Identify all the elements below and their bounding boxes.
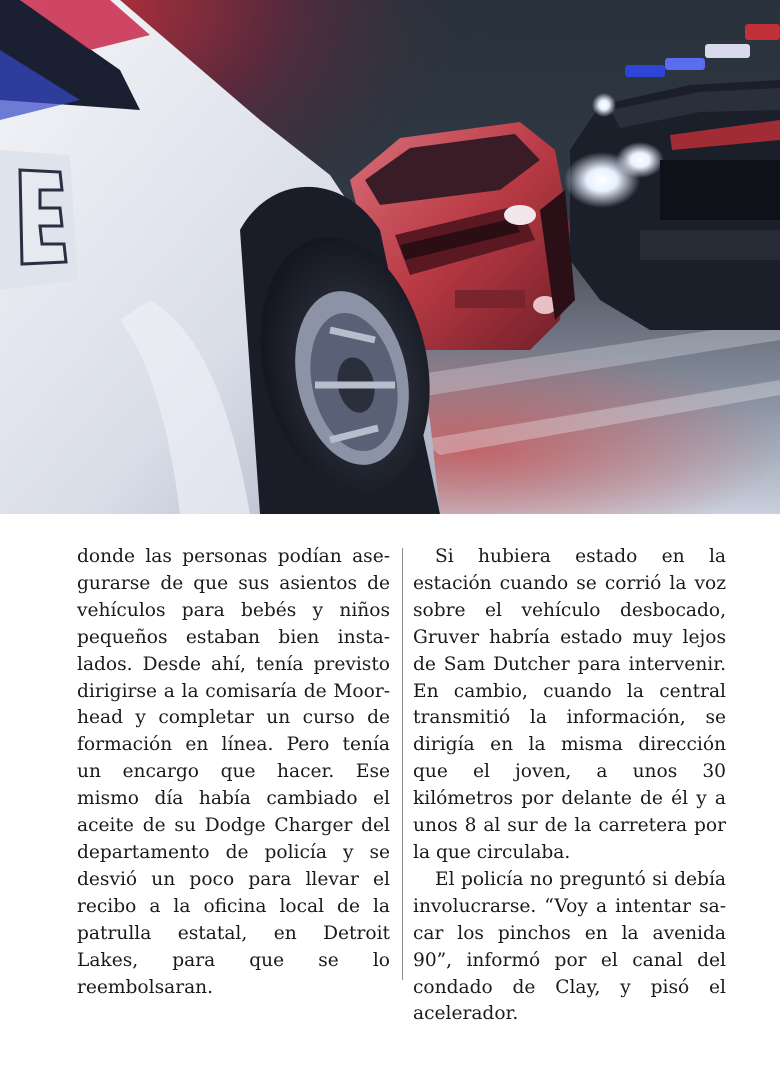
column-divider	[402, 548, 403, 980]
right-paragraph-1: Si hubiera estado en la estación cuando se corrió la voz sobre el vehículo desbocado, Gruver habría estado muy lejos de Sam Dutcher para intervenir. En cambio, cuando la central transmitió la información, se dirigía en la misma dirección que el joven, a unos 30 kilómetros por delante de él y a unos 8 al sur de la carretera por la que circulaba.	[413, 546, 726, 863]
left-paragraph-1: donde las personas podían asegurarse de que sus asientos de vehículos para bebés y niños pequeños estaban bien instalados. Desde ahí, tenía previsto dirigirse a la comisaría de Moorhead y completar un curso de formación en línea. Pero tenía un encargo que hacer. Ese mismo día había cambiado el aceite de su Dodge Charger del departamento de policía y se desvió un poco para llevar el recibo a la oficina local de la patrulla estatal, en Detroit Lakes, para que se lo reembolsaran.	[77, 546, 390, 998]
left-column	[77, 544, 390, 1001]
article-body	[77, 544, 727, 1025]
right-paragraph-2: El policía no preguntó si debía involucrarse. “Voy a intentar sacar los pinchos en la avenida 90”, informó por el canal del condado de Clay, y pisó el acelerador.	[413, 868, 726, 1025]
right-column	[413, 544, 726, 1028]
police-chase-illustration	[0, 0, 780, 514]
